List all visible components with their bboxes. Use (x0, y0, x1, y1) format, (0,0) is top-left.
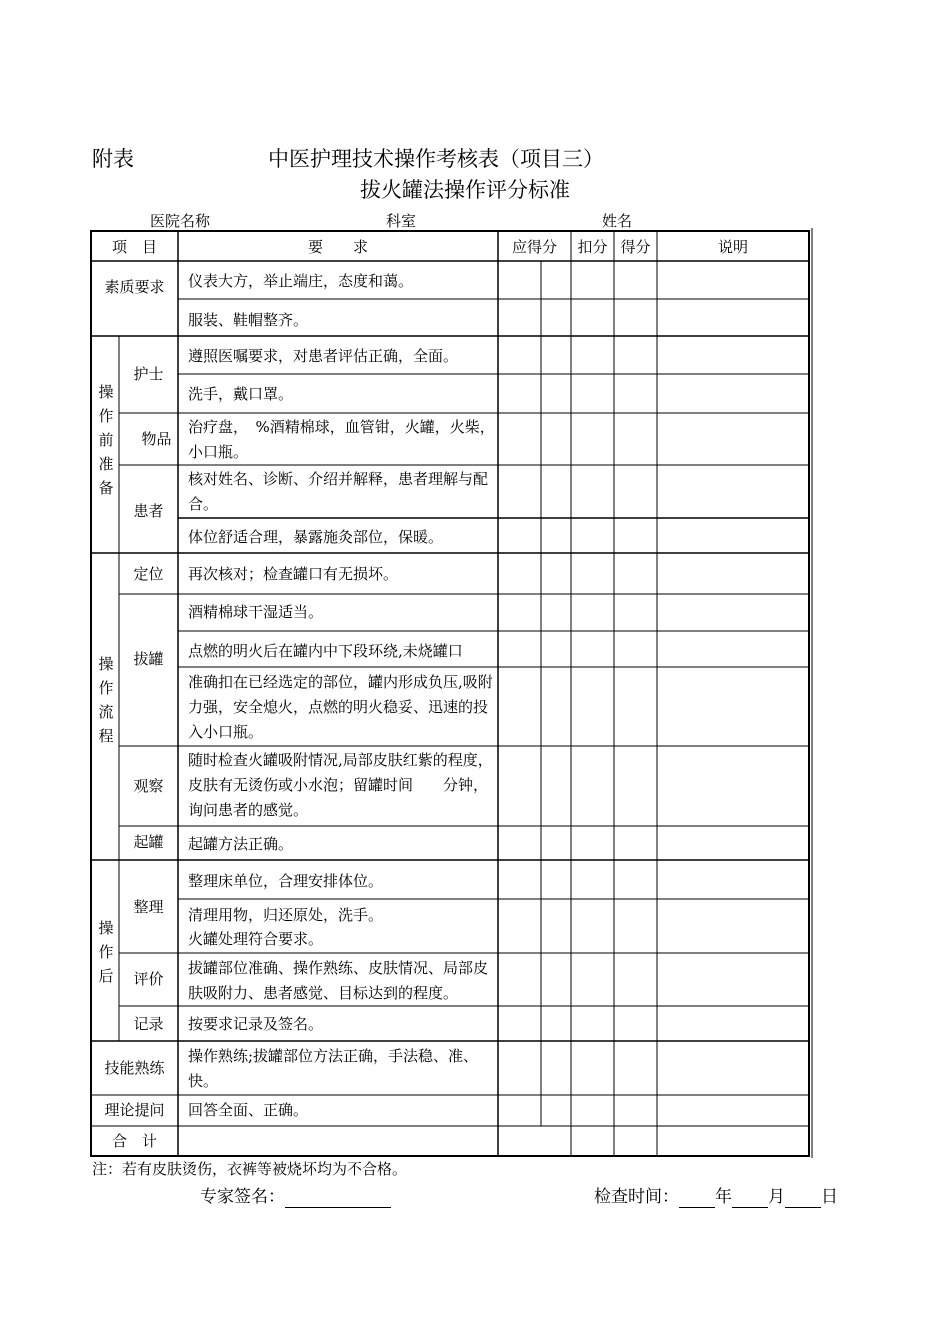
appendix-label: 附表 (92, 147, 134, 171)
requirement-text: 随时检查火罐吸附情况,局部皮肤红紫的程度，皮肤有无烫伤或小水泡；留罐时间 分钟，询问患者的感觉。 (188, 751, 493, 819)
month-label: 月 (768, 1187, 785, 1207)
group-total: 合 计 (111, 1132, 157, 1150)
requirement-text: 整理床单位，合理安排体位。 (188, 872, 384, 890)
requirement-text: 回答全面、正确。 (188, 1101, 309, 1119)
sub-record: 记录 (133, 1015, 164, 1033)
col-header-item: 项 目 (111, 238, 157, 256)
col-header-requirement: 要 求 (307, 238, 368, 256)
requirement-text: 体位舒适合理，暴露施灸部位，保暖。 (188, 528, 444, 546)
day-label: 日 (821, 1187, 838, 1207)
sub-remove-cup: 起罐 (133, 833, 164, 851)
requirement-text: 再次核对；检查罐口有无损坏。 (188, 565, 399, 583)
requirement-text: 仪表大方，举止端庄，态度和蔼。 (188, 272, 414, 290)
col-header-deduction: 扣分 (577, 238, 608, 256)
expert-signature-label: 专家签名： (200, 1187, 285, 1207)
requirement-text: 洗手，戴口罩。 (188, 385, 294, 403)
month-input-line[interactable] (732, 1187, 768, 1208)
requirement-text: 按要求记录及签名。 (188, 1015, 324, 1033)
page-title: 中医护理技术操作考核表（项目三） (268, 147, 604, 171)
footnote: 注：若有皮肤烫伤，衣裤等被烧坏均为不合格。 (92, 1160, 408, 1178)
expert-signature-line[interactable] (285, 1187, 391, 1208)
sub-locate: 定位 (133, 565, 164, 583)
requirement-text: 操作熟练;拔罐部位方法正确，手法稳、准、快。 (188, 1047, 479, 1090)
requirement-text: 拔罐部位准确、操作熟练、皮肤情况、局部皮肤吸附力、患者感觉、目标达到的程度。 (188, 959, 489, 1002)
name-label: 姓名 (602, 212, 633, 230)
sub-patient: 患者 (133, 502, 164, 520)
requirement-text: 准确扣在已经选定的部位，罐内形成负压,吸附力强，安全熄火，点燃的明火稳妥、迅速的投入小口瓶。 (188, 673, 493, 741)
requirement-text: 遵照医嘱要求，对患者评估正确，全面。 (188, 347, 459, 365)
group-operation-flow: 操作流程 (98, 655, 114, 745)
requirement-text: 治疗盘， %酒精棉球，血管钳，火罐，火柴，小口瓶。 (188, 418, 495, 461)
group-pre-operation: 操作前准备 (98, 383, 114, 497)
col-header-full-score: 应得分 (511, 238, 557, 256)
col-header-score: 得分 (620, 238, 651, 256)
group-theory: 理论提问 (104, 1101, 165, 1119)
group-skill: 技能熟练 (104, 1059, 165, 1077)
page-subtitle: 拔火罐法操作评分标准 (360, 178, 570, 202)
requirement-text: 火罐处理符合要求。 (188, 930, 324, 948)
requirement-text: 服装、鞋帽整齐。 (188, 311, 309, 329)
check-time-label: 检查时间： (594, 1187, 679, 1207)
sub-cupping: 拔罐 (133, 650, 164, 668)
sub-nurse: 护士 (133, 365, 164, 383)
sub-tidy: 整理 (133, 898, 164, 916)
sub-observe: 观察 (133, 777, 164, 795)
requirement-text: 酒精棉球干湿适当。 (188, 603, 324, 621)
dept-label: 科室 (386, 212, 417, 230)
requirement-text: 核对姓名、诊断、介绍并解释，患者理解与配合。 (188, 470, 489, 513)
requirement-text: 点燃的明火后在罐内中下段环绕,未烧罐口 (188, 642, 463, 660)
check-date-field (594, 1182, 838, 1208)
hospital-label: 医院名称 (150, 212, 211, 230)
year-label: 年 (715, 1187, 732, 1207)
year-input-line[interactable] (679, 1187, 715, 1208)
sub-items: 物品 (141, 430, 172, 448)
expert-signature-field (200, 1182, 391, 1208)
col-header-note: 说明 (717, 238, 748, 256)
requirement-text: 清理用物，归还原处，洗手。 (188, 906, 384, 924)
requirement-text: 起罐方法正确。 (188, 835, 294, 853)
day-input-line[interactable] (785, 1187, 821, 1208)
group-post-operation: 操作后 (98, 919, 114, 985)
group-quality: 素质要求 (104, 278, 165, 296)
sub-evaluate: 评价 (133, 970, 164, 988)
